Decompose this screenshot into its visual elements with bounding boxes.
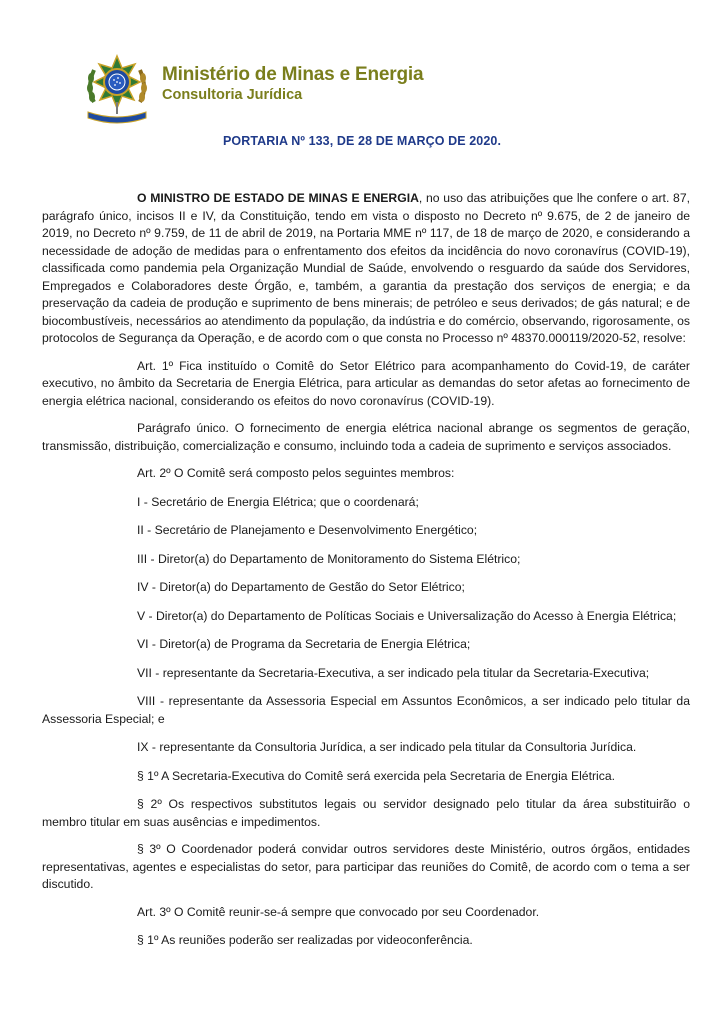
member-item-6: VI - Diretor(a) de Programa da Secretaria de Energia Elétrica; bbox=[137, 637, 471, 651]
member-item-3: III - Diretor(a) do Departamento de Monitoramento do Sistema Elétrico; bbox=[137, 551, 521, 566]
preamble-lead: O MINISTRO DE ESTADO DE MINAS E ENERGIA bbox=[137, 191, 419, 205]
preamble-text: , no uso das atribuições que lhe confere o art. 87, parágrafo único, incisos II e IV, da Constituição, tendo em vista o disposto no Decreto nº 9.675, de 2 de janeiro de 2019, no Decreto nº 9.759, de 11 de abril de 2019, na Portaria MME nº 117, de 18 de março de 2020, e considerando a necessidade de adoção de medidas para o enfrentamento dos efeitos da incidência do novo coronavírus (COVID-19), classificada como pandemia pela Organização Mundial de Saúde, envolvendo o resguardo da saúde dos Servidores, Empregados e Colaboradores deste Órgão, e, também, a garantia da prestação dos serviços de energia; e da preservação da cadeia de produção e suprimento de bens minerais; de petróleo e seus derivados; de gás natural; e de biocombustíveis, necessários ao atendimento da população, da indústria e do comércio, observando, rigorosamente, os protocolos de Segurança da Operação, e de acordo com o que consta no Processo nº 48370.000119/2020-52, resolve: bbox=[42, 191, 691, 345]
article-1: Art. 1º Fica instituído o Comitê do Setor Elétrico para acompanhamento do Covid-19, de caráter executivo, no âmbito da Secretaria de Energia Elétrica, para articular as demandas do setor afetas ao fornecimento de energia elétrica nacional, considerando os efeitos do novo coronavírus (COVID-19). bbox=[42, 358, 690, 408]
organization-name-block bbox=[162, 64, 423, 104]
member-item-2: II - Secretário de Planejamento e Desenvolvimento Energético; bbox=[137, 523, 478, 537]
member-item-5: V - Diretor(a) do Departamento de Políticas Sociais e Universalização do Acesso à Energia Elétrica; bbox=[137, 608, 677, 623]
article-3: Art. 3º O Comitê reunir-se-á sempre que convocado por seu Coordenador. bbox=[137, 904, 540, 919]
member-item-9: IX - representante da Consultoria Jurídica, a ser indicado pela titular da Consultoria Jurídica. bbox=[137, 740, 637, 754]
article-3-section-1: § 1º As reuniões poderão ser realizadas por videoconferência. bbox=[137, 933, 473, 947]
member-item-1: I - Secretário de Energia Elétrica; que o coordenará; bbox=[137, 494, 419, 509]
article-2-section-3: § 3º O Coordenador poderá convidar outros servidores deste Ministério, outros órgãos, entidades representativas, agentes e especialistas do setor, para participar das reuniões do Comitê, de acordo com o tema a ser discutido. bbox=[42, 842, 690, 891]
ordinance-title: PORTARIA Nº 133, DE 28 DE MARÇO DE 2020. bbox=[222, 134, 502, 148]
member-item-4: IV - Diretor(a) do Departamento de Gestão do Setor Elétrico; bbox=[137, 580, 465, 594]
article-2-section-1: § 1º A Secretaria-Executiva do Comitê será exercida pela Secretaria de Energia Elétrica. bbox=[137, 768, 615, 783]
article-2: Art. 2º O Comitê será composto pelos seguintes membros: bbox=[137, 466, 455, 480]
article-1-sole-paragraph: Parágrafo único. O fornecimento de energia elétrica nacional abrange os segmentos de geração, transmissão, distribuição, comercialização e consumo, incluindo toda a cadeia de suprimento e serviços associados. bbox=[42, 421, 690, 453]
member-item-7: VII - representante da Secretaria-Executiva, a ser indicado pela titular da Secretaria-Executiva; bbox=[137, 665, 650, 680]
preamble-paragraph bbox=[42, 190, 690, 348]
member-item-8: VIII - representante da Assessoria Especial em Assuntos Econômicos, a ser indicado pelo titular da Assessoria Especial; e bbox=[42, 694, 690, 726]
brazil-coat-of-arms-icon bbox=[82, 52, 152, 124]
ministry-name: Ministério de Minas e Energia bbox=[162, 64, 424, 85]
article-2-section-2: § 2º Os respectivos substitutos legais ou servidor designado pelo titular da área substituirão o membro titular em suas ausências e impedimentos. bbox=[42, 797, 690, 829]
ordinance-body bbox=[42, 190, 690, 961]
office-name: Consultoria Jurídica bbox=[162, 87, 303, 103]
